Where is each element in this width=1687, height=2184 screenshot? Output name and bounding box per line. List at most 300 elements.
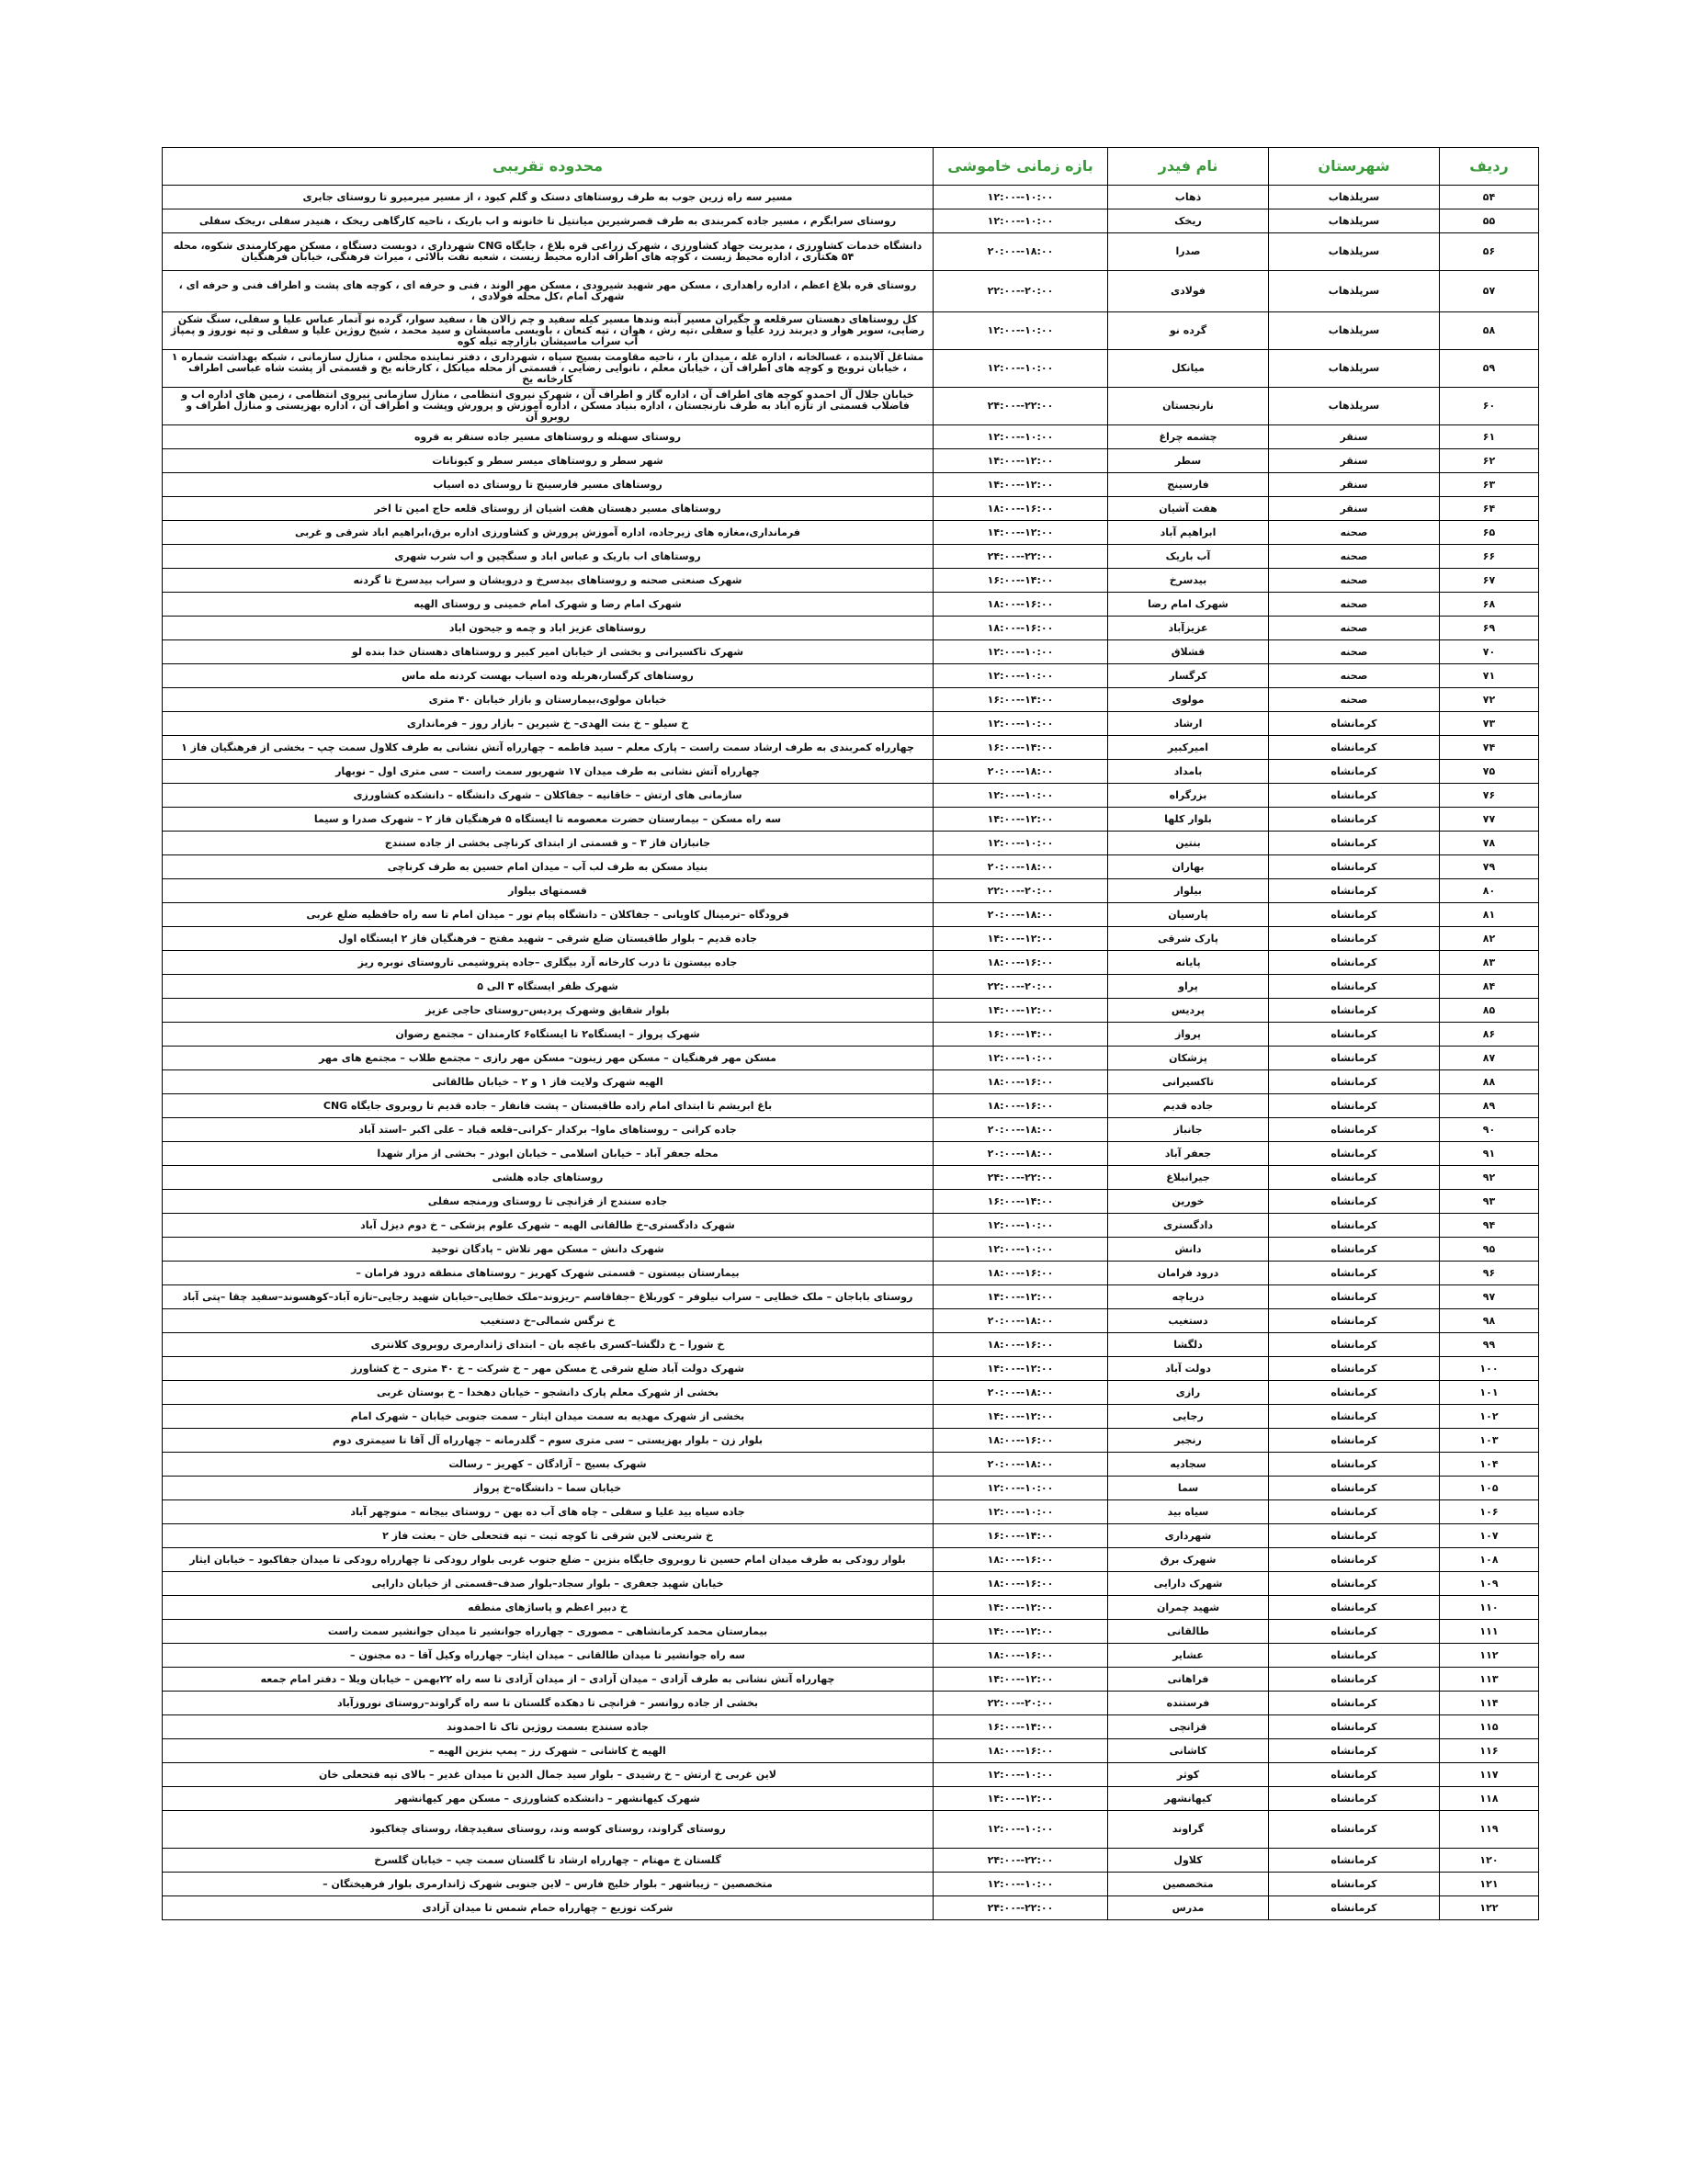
cell-row-number: ۶۰ [1440, 388, 1539, 425]
cell-time: ۱۲:۰۰--۱۴:۰۰ [934, 1405, 1108, 1429]
cell-time: ۱۸:۰۰--۲۰:۰۰ [934, 760, 1108, 784]
cell-county: صحنه [1269, 617, 1440, 640]
cell-county: کرمانشاه [1269, 1477, 1440, 1500]
cell-county: کرمانشاه [1269, 927, 1440, 951]
cell-feeder: گرده نو [1108, 312, 1269, 350]
cell-time: ۱۲:۰۰--۱۴:۰۰ [934, 927, 1108, 951]
table-header-row [163, 148, 1539, 186]
cell-county: کرمانشاه [1269, 1142, 1440, 1166]
cell-row-number: ۵۷ [1440, 271, 1539, 312]
table-row [163, 1166, 1539, 1190]
cell-area: جاده کرانی – روستاهای ماوا– برکدار –کرانی–قلعه قباد – علی اکبر –استد آباد [163, 1118, 934, 1142]
cell-area: شهرک صنعتی صحنه و روستاهای بیدسرخ و درویشان و سراب بیدسرخ تا گردنه [163, 569, 934, 593]
table-row [163, 497, 1539, 521]
cell-time: ۲۰:۰۰--۲۲:۰۰ [934, 879, 1108, 903]
table-row [163, 617, 1539, 640]
cell-county: کرمانشاه [1269, 1644, 1440, 1668]
cell-area: لاین غربی خ ارتش – خ رشیدی – بلوار سید جمال الدین تا میدان غدیر – بالای تپه فتحعلی خان [163, 1763, 934, 1787]
table-row [163, 664, 1539, 688]
cell-area: بخشی از شهرک مهدیه به سمت میدان ایثار – سمت جنوبی خیابان – شهرک امام [163, 1405, 934, 1429]
cell-row-number: ۱۰۱ [1440, 1381, 1539, 1405]
table-row [163, 808, 1539, 832]
cell-row-number: ۸۱ [1440, 903, 1539, 927]
cell-area: خ شریعتی لاین شرقی تا کوچه ثبت – تپه فتحعلی خان – بعثت فاز ۲ [163, 1524, 934, 1548]
cell-feeder: دادگستری [1108, 1214, 1269, 1238]
cell-county: کرمانشاه [1269, 1692, 1440, 1715]
cell-county: کرمانشاه [1269, 1381, 1440, 1405]
cell-area: روستای گراوند، روستای کوسه وند، روستای سفیدچقا، روستای چغاکبود [163, 1811, 934, 1849]
cell-area: روستای سهنله و روستاهای مسیر جاده سنقر به قروه [163, 425, 934, 449]
cell-area: بیمارستان محمد کرمانشاهی – مصوری – چهارراه جوانشیر تا میدان جوانشیر سمت راست [163, 1620, 934, 1644]
cell-area: قسمتهای بیلوار [163, 879, 934, 903]
table-row [163, 209, 1539, 233]
cell-time: ۱۴:۰۰--۱۶:۰۰ [934, 736, 1108, 760]
cell-area: متخصصین – زیباشهر – بلوار خلیج فارس – لاین جنوبی شهرک ژاندارمری بلوار فرهیختگان – [163, 1873, 934, 1896]
cell-area: جانبازان فاز ۳ – و قسمتی از ابتدای کرناچی بخشی از جاده سنندج [163, 832, 934, 855]
cell-feeder: شهرک برق [1108, 1548, 1269, 1572]
cell-area: روستاهای مسیر دهستان هفت اشیان از روستای قلعه حاج امین تا اخر [163, 497, 934, 521]
table-row [163, 1477, 1539, 1500]
cell-row-number: ۱۰۰ [1440, 1357, 1539, 1381]
cell-county: کرمانشاه [1269, 951, 1440, 975]
cell-time: ۱۶:۰۰--۱۸:۰۰ [934, 1333, 1108, 1357]
cell-county: کرمانشاه [1269, 855, 1440, 879]
cell-row-number: ۷۸ [1440, 832, 1539, 855]
cell-feeder: شهرک دارایی [1108, 1572, 1269, 1596]
table-row [163, 1118, 1539, 1142]
cell-area: شهرک دولت آباد ضلع شرقی خ مسکن مهر – خ شرکت – خ ۴۰ متری – خ کشاورز [163, 1357, 934, 1381]
table-row [163, 1524, 1539, 1548]
cell-time: ۱۲:۰۰--۱۴:۰۰ [934, 999, 1108, 1023]
cell-time: ۱۸:۰۰--۲۰:۰۰ [934, 1309, 1108, 1333]
cell-feeder: نارنجستان [1108, 388, 1269, 425]
table-row [163, 1190, 1539, 1214]
cell-area: خ نرگس شمالی–خ دستغیب [163, 1309, 934, 1333]
cell-feeder: رنجبر [1108, 1429, 1269, 1453]
cell-row-number: ۱۰۴ [1440, 1453, 1539, 1477]
cell-row-number: ۹۱ [1440, 1142, 1539, 1166]
cell-time: ۱۰:۰۰--۱۲:۰۰ [934, 664, 1108, 688]
cell-area: بلوار زن – بلوار بهزیستی – سی متری سوم – گلدرمانه – چهارراه آل آقا تا سیمتری دوم [163, 1429, 934, 1453]
cell-row-number: ۱۰۷ [1440, 1524, 1539, 1548]
cell-feeder: ذهاب [1108, 186, 1269, 209]
cell-row-number: ۱۱۳ [1440, 1668, 1539, 1692]
cell-feeder: شهرک امام رضا [1108, 593, 1269, 617]
cell-time: ۱۰:۰۰--۱۲:۰۰ [934, 640, 1108, 664]
table-row [163, 473, 1539, 497]
cell-feeder: پارک شرقی [1108, 927, 1269, 951]
table-row [163, 1381, 1539, 1405]
cell-area: روستاهای عزیز اباد و چمه و جیحون اباد [163, 617, 934, 640]
cell-time: ۱۴:۰۰--۱۶:۰۰ [934, 1023, 1108, 1047]
cell-county: کرمانشاه [1269, 1896, 1440, 1920]
cell-feeder: سجادیه [1108, 1453, 1269, 1477]
cell-feeder: فرستنده [1108, 1692, 1269, 1715]
table-row [163, 449, 1539, 473]
cell-time: ۲۰:۰۰--۲۲:۰۰ [934, 271, 1108, 312]
cell-county: کرمانشاه [1269, 736, 1440, 760]
cell-county: سرپلذهاب [1269, 388, 1440, 425]
cell-county: کرمانشاه [1269, 1094, 1440, 1118]
cell-feeder: مدرس [1108, 1896, 1269, 1920]
cell-time: ۱۲:۰۰--۱۴:۰۰ [934, 1668, 1108, 1692]
cell-feeder: هفت آشیان [1108, 497, 1269, 521]
cell-area: چهارراه آتش نشانی به طرف آزادی – میدان آزادی – از میدان آزادی تا سه راه ۲۲بهمن – خیابان ویلا – دفتر امام جمعه [163, 1668, 934, 1692]
cell-feeder: ابراهیم آباد [1108, 521, 1269, 545]
cell-county: کرمانشاه [1269, 1190, 1440, 1214]
cell-county: صحنه [1269, 688, 1440, 712]
table-body [163, 186, 1539, 1920]
cell-time: ۱۶:۰۰--۱۸:۰۰ [934, 617, 1108, 640]
table-row [163, 1873, 1539, 1896]
cell-row-number: ۶۳ [1440, 473, 1539, 497]
cell-time: ۱۸:۰۰--۲۰:۰۰ [934, 1381, 1108, 1405]
table-row [163, 1668, 1539, 1692]
cell-county: صحنه [1269, 545, 1440, 569]
cell-row-number: ۸۴ [1440, 975, 1539, 999]
cell-feeder: دانش [1108, 1238, 1269, 1262]
cell-area: بنیاد مسکن به طرف لب آب – میدان امام حسین به طرف کرناچی [163, 855, 934, 879]
cell-area: کل روستاهای دهستان سرقلعه و جگیران مسیر آبنه وندها مسیر کیله سفید و چم زالان ها ، سفید سوار، گرده نو آتمار عباس علیا و سفلی، سنگ شکن رضایی، سوبر هوار و دیربند زرد علیا و سفلی ،تپه رش ، هوان ، تپه کنعان ، باویسی ماسیشان و سید محمد ، شیخ روژین علیا و سفلی و تپه نوروز و پمپاژ آب سراب ماسیشان بازارچه تیله کوه [163, 312, 934, 350]
cell-time: ۱۶:۰۰--۱۸:۰۰ [934, 1572, 1108, 1596]
cell-row-number: ۱۲۰ [1440, 1849, 1539, 1873]
cell-feeder: خورین [1108, 1190, 1269, 1214]
cell-row-number: ۱۰۹ [1440, 1572, 1539, 1596]
table-row [163, 640, 1539, 664]
table-row [163, 1596, 1539, 1620]
cell-row-number: ۱۱۶ [1440, 1739, 1539, 1763]
table-row [163, 312, 1539, 350]
cell-county: کرمانشاه [1269, 1500, 1440, 1524]
cell-row-number: ۸۹ [1440, 1094, 1539, 1118]
cell-row-number: ۱۲۱ [1440, 1873, 1539, 1896]
cell-area: سه راه جوانشیر تا میدان طالقانی – میدان ایثار– چهارراه وکیل آقا – ده مجنون – [163, 1644, 934, 1668]
cell-feeder: فولادی [1108, 271, 1269, 312]
table-row [163, 1405, 1539, 1429]
cell-row-number: ۶۴ [1440, 497, 1539, 521]
table-row [163, 1238, 1539, 1262]
cell-feeder: بنتین [1108, 832, 1269, 855]
cell-row-number: ۱۱۴ [1440, 1692, 1539, 1715]
cell-county: صحنه [1269, 569, 1440, 593]
cell-time: ۲۲:۰۰--۲۴:۰۰ [934, 1166, 1108, 1190]
table-row [163, 425, 1539, 449]
cell-county: صحنه [1269, 521, 1440, 545]
cell-feeder: دستغیب [1108, 1309, 1269, 1333]
cell-area: باغ ابریشم تا ابتدای امام زاده طاقبستان – پشت فانفار – جاده قدیم تا روبروی جایگاه CNG [163, 1094, 934, 1118]
cell-area: خ سیلو – خ بنت الهدی– خ شیرین – بازار روز – فرمانداری [163, 712, 934, 736]
cell-county: کرمانشاه [1269, 1668, 1440, 1692]
cell-county: کرمانشاه [1269, 1739, 1440, 1763]
cell-feeder: رجایی [1108, 1405, 1269, 1429]
cell-row-number: ۶۶ [1440, 545, 1539, 569]
cell-area: شهرک بسیج – آزادگان – کهریز – رسالت [163, 1453, 934, 1477]
cell-feeder: پایانه [1108, 951, 1269, 975]
cell-feeder: بیلوار [1108, 879, 1269, 903]
cell-row-number: ۵۸ [1440, 312, 1539, 350]
cell-row-number: ۸۳ [1440, 951, 1539, 975]
cell-county: سرپلذهاب [1269, 350, 1440, 388]
cell-time: ۱۴:۰۰--۱۶:۰۰ [934, 688, 1108, 712]
table-row [163, 1620, 1539, 1644]
header-area: محدوده تقریبی [163, 148, 934, 186]
cell-feeder: آب باریک [1108, 545, 1269, 569]
cell-county: سرپلذهاب [1269, 312, 1440, 350]
table-row [163, 784, 1539, 808]
cell-feeder: پزشکان [1108, 1047, 1269, 1070]
cell-feeder: ارشاد [1108, 712, 1269, 736]
cell-feeder: دلگشا [1108, 1333, 1269, 1357]
cell-area: شرکت توزیع – چهارراه حمام شمس تا میدان آزادی [163, 1896, 934, 1920]
cell-feeder: سما [1108, 1477, 1269, 1500]
cell-time: ۱۰:۰۰--۱۲:۰۰ [934, 209, 1108, 233]
cell-time: ۱۶:۰۰--۱۸:۰۰ [934, 1094, 1108, 1118]
cell-area: جاده قدیم – بلوار طاقبستان ضلع شرقی – شهید مفتح – فرهنگیان فاز ۲ ایستگاه اول [163, 927, 934, 951]
cell-area: الهیه خ کاشانی – شهرک رز – پمپ بنزین الهیه – [163, 1739, 934, 1763]
cell-feeder: رازی [1108, 1381, 1269, 1405]
cell-feeder: سیاه بید [1108, 1500, 1269, 1524]
table-row [163, 388, 1539, 425]
cell-area: سه راه مسکن – بیمارستان حضرت معصومه تا ایستگاه ۵ فرهنگیان فاز ۲ – شهرک صدرا و سیما [163, 808, 934, 832]
cell-time: ۱۰:۰۰--۱۲:۰۰ [934, 784, 1108, 808]
cell-time: ۲۲:۰۰--۲۴:۰۰ [934, 388, 1108, 425]
outage-schedule-table [162, 147, 1539, 1920]
cell-row-number: ۷۱ [1440, 664, 1539, 688]
cell-row-number: ۶۲ [1440, 449, 1539, 473]
cell-county: کرمانشاه [1269, 712, 1440, 736]
cell-time: ۱۶:۰۰--۱۸:۰۰ [934, 1644, 1108, 1668]
cell-time: ۱۶:۰۰--۱۸:۰۰ [934, 497, 1108, 521]
cell-area: بلوار شقایق وشهرک پردیس–روستای حاجی عزیز [163, 999, 934, 1023]
cell-time: ۱۰:۰۰--۱۲:۰۰ [934, 1238, 1108, 1262]
cell-county: کرمانشاه [1269, 1787, 1440, 1811]
table-row [163, 903, 1539, 927]
cell-county: سرپلذهاب [1269, 186, 1440, 209]
cell-area: چهارراه آتش نشانی به طرف میدان ۱۷ شهریور سمت راست – سی متری اول – نوبهار [163, 760, 934, 784]
table-row [163, 1644, 1539, 1668]
cell-row-number: ۹۲ [1440, 1166, 1539, 1190]
cell-row-number: ۸۵ [1440, 999, 1539, 1023]
cell-area: شهرک ظفر ایستگاه ۳ الی ۵ [163, 975, 934, 999]
table-row [163, 1500, 1539, 1524]
cell-area: شهرک امام رضا و شهرک امام خمینی و روستای الهیه [163, 593, 934, 617]
cell-time: ۱۲:۰۰--۱۴:۰۰ [934, 521, 1108, 545]
cell-row-number: ۸۶ [1440, 1023, 1539, 1047]
cell-row-number: ۱۱۰ [1440, 1596, 1539, 1620]
cell-row-number: ۹۰ [1440, 1118, 1539, 1142]
cell-row-number: ۱۱۸ [1440, 1787, 1539, 1811]
cell-feeder: پرواز [1108, 1023, 1269, 1047]
cell-feeder: دریاچه [1108, 1285, 1269, 1309]
cell-row-number: ۷۶ [1440, 784, 1539, 808]
cell-time: ۱۸:۰۰--۲۰:۰۰ [934, 1453, 1108, 1477]
cell-county: کرمانشاه [1269, 879, 1440, 903]
cell-area: بخشی از شهرک معلم پارک دانشجو – خیابان دهخدا – خ بوستان غربی [163, 1381, 934, 1405]
cell-time: ۱۲:۰۰--۱۴:۰۰ [934, 808, 1108, 832]
cell-county: کرمانشاه [1269, 975, 1440, 999]
table-row [163, 1094, 1539, 1118]
table-row [163, 927, 1539, 951]
table-row [163, 999, 1539, 1023]
cell-row-number: ۹۹ [1440, 1333, 1539, 1357]
table-row [163, 1023, 1539, 1047]
cell-feeder: جانباز [1108, 1118, 1269, 1142]
cell-time: ۱۰:۰۰--۱۲:۰۰ [934, 425, 1108, 449]
cell-feeder: کرگسار [1108, 664, 1269, 688]
cell-county: کرمانشاه [1269, 1047, 1440, 1070]
table-row [163, 1811, 1539, 1849]
table-row [163, 975, 1539, 999]
cell-time: ۱۰:۰۰--۱۲:۰۰ [934, 312, 1108, 350]
cell-county: کرمانشاه [1269, 832, 1440, 855]
cell-time: ۱۸:۰۰--۲۰:۰۰ [934, 1118, 1108, 1142]
cell-feeder: فارسینج [1108, 473, 1269, 497]
cell-time: ۱۴:۰۰--۱۶:۰۰ [934, 1190, 1108, 1214]
cell-area: شهرک کیهانشهر – دانشکده کشاورزی – مسکن مهر کیهانشهر [163, 1787, 934, 1811]
table-row [163, 1357, 1539, 1381]
cell-county: کرمانشاه [1269, 1811, 1440, 1849]
cell-feeder: مولوی [1108, 688, 1269, 712]
cell-county: صحنه [1269, 593, 1440, 617]
table-row [163, 736, 1539, 760]
table-row [163, 545, 1539, 569]
cell-feeder: سطر [1108, 449, 1269, 473]
cell-county: کرمانشاه [1269, 1763, 1440, 1787]
cell-time: ۱۰:۰۰--۱۲:۰۰ [934, 350, 1108, 388]
cell-row-number: ۹۷ [1440, 1285, 1539, 1309]
table-row [163, 1715, 1539, 1739]
cell-row-number: ۱۱۷ [1440, 1763, 1539, 1787]
table-row [163, 521, 1539, 545]
cell-feeder: قشلاق [1108, 640, 1269, 664]
cell-time: ۱۲:۰۰--۱۴:۰۰ [934, 1596, 1108, 1620]
cell-feeder: پردیس [1108, 999, 1269, 1023]
cell-feeder: کلاول [1108, 1849, 1269, 1873]
cell-feeder: درود فرامان [1108, 1262, 1269, 1285]
cell-county: کرمانشاه [1269, 1405, 1440, 1429]
table-row [163, 1692, 1539, 1715]
cell-county: کرمانشاه [1269, 760, 1440, 784]
cell-feeder: تاکسیرانی [1108, 1070, 1269, 1094]
cell-county: سنقر [1269, 497, 1440, 521]
cell-time: ۱۲:۰۰--۱۴:۰۰ [934, 473, 1108, 497]
cell-time: ۱۰:۰۰--۱۲:۰۰ [934, 1047, 1108, 1070]
cell-row-number: ۷۹ [1440, 855, 1539, 879]
table-row [163, 1070, 1539, 1094]
cell-county: کرمانشاه [1269, 1620, 1440, 1644]
cell-area: فرمانداری،مغازه های زیرجاده، اداره آموزش پرورش و کشاورزی اداره برق،ابراهیم اباد شرقی و غربی [163, 521, 934, 545]
cell-area: خیابان جلال آل احمدو کوچه های اطراف آن ، اداره گاز و اطراف آن ، شهرک نیروی انتظامی ، منازل سازمانی نیروی انتظامی ، زمین های اداره اب و فاضلاب قسمتی از تازه اباد به طرف نارنجستان ، اداره بنیاد مسکن ، اداره آموزش و پرورش وپشت و اطراف آن ، اداره بهزیستی و منازل اطراف و روبرو آن [163, 388, 934, 425]
cell-time: ۱۰:۰۰--۱۲:۰۰ [934, 1477, 1108, 1500]
cell-area: جاده سیاه بید علیا و سفلی – چاه های آب ده بهن – روستای بیجانه – منوچهر آباد [163, 1500, 934, 1524]
cell-feeder: بیدسرخ [1108, 569, 1269, 593]
cell-area: شهرک پرواز – ایستگاه۲ تا ایستگاه۶ کارمندان – مجتمع رضوان [163, 1023, 934, 1047]
cell-time: ۲۰:۰۰--۲۲:۰۰ [934, 1692, 1108, 1715]
cell-area: شهر سطر و روستاهای میسر سطر و کیونانات [163, 449, 934, 473]
cell-county: کرمانشاه [1269, 1214, 1440, 1238]
cell-feeder: گراوند [1108, 1811, 1269, 1849]
cell-county: کرمانشاه [1269, 1873, 1440, 1896]
cell-feeder: متخصصین [1108, 1873, 1269, 1896]
cell-feeder: جعفر آباد [1108, 1142, 1269, 1166]
cell-row-number: ۱۰۶ [1440, 1500, 1539, 1524]
cell-area: روستای قره بلاغ اعظم ، اداره راهداری ، مسکن مهر شهید شیرودی ، مسکن مهر الوند ، فنی و حرفه ای ، کوچه های پشت و اطراف فنی و حرفه ای ، شهرک امام ،کل محله فولادی ، [163, 271, 934, 312]
cell-feeder: جیرانبلاغ [1108, 1166, 1269, 1190]
cell-area: گلستان خ مهتام – چهارراه ارشاد تا گلستان سمت چپ – خیابان گلسرخ [163, 1849, 934, 1873]
cell-county: کرمانشاه [1269, 1118, 1440, 1142]
cell-row-number: ۹۵ [1440, 1238, 1539, 1262]
cell-row-number: ۷۲ [1440, 688, 1539, 712]
cell-time: ۱۲:۰۰--۱۴:۰۰ [934, 1620, 1108, 1644]
cell-time: ۱۴:۰۰--۱۶:۰۰ [934, 569, 1108, 593]
table-row [163, 1309, 1539, 1333]
cell-area: جاده بیستون تا درب کارخانه آرد بیگلری –جاده پتروشیمی تاروستای نوبره ریز [163, 951, 934, 975]
cell-feeder: عشایر [1108, 1644, 1269, 1668]
cell-county: سرپلذهاب [1269, 209, 1440, 233]
cell-area: دانشگاه خدمات کشاورزی ، مدیریت جهاد کشاورزی ، شهرک زراعی قره بلاغ ، جایگاه CNG شهرداری ، دوبست دستگاه ، مسکن مهرکارمندی شکوه، محله ۵۴ هکتاری ، اداره محیط زیست ، کوچه های اطراف اداره محیط زیست ، شعبه نفت بالائی ، میراث فرهنگی، خیابان فرهنگیان [163, 233, 934, 271]
table-row [163, 1548, 1539, 1572]
cell-county: سنقر [1269, 425, 1440, 449]
table-row [163, 1896, 1539, 1920]
cell-feeder: بهاران [1108, 855, 1269, 879]
cell-row-number: ۶۹ [1440, 617, 1539, 640]
cell-row-number: ۵۵ [1440, 209, 1539, 233]
cell-feeder: طالقانی [1108, 1620, 1269, 1644]
cell-time: ۱۰:۰۰--۱۲:۰۰ [934, 1214, 1108, 1238]
cell-row-number: ۷۴ [1440, 736, 1539, 760]
cell-row-number: ۵۴ [1440, 186, 1539, 209]
cell-feeder: ریخک [1108, 209, 1269, 233]
cell-feeder: شهرداری [1108, 1524, 1269, 1548]
cell-row-number: ۹۳ [1440, 1190, 1539, 1214]
cell-time: ۱۶:۰۰--۱۸:۰۰ [934, 1739, 1108, 1763]
cell-county: کرمانشاه [1269, 1596, 1440, 1620]
cell-county: کرمانشاه [1269, 1070, 1440, 1094]
cell-time: ۱۲:۰۰--۱۴:۰۰ [934, 1285, 1108, 1309]
cell-time: ۱۶:۰۰--۱۸:۰۰ [934, 1429, 1108, 1453]
cell-row-number: ۹۸ [1440, 1309, 1539, 1333]
table-row [163, 233, 1539, 271]
table-row [163, 855, 1539, 879]
table-row [163, 350, 1539, 388]
cell-time: ۱۸:۰۰--۲۰:۰۰ [934, 1142, 1108, 1166]
cell-area: بیمارستان بیستون – قسمتی شهرک کهریز – روستاهای منطقه درود فرامان – [163, 1262, 934, 1285]
cell-area: بخشی از جاده روانسر – قزانچی تا دهکده گلستان تا سه راه گراوند–روستای نوروزآباد [163, 1692, 934, 1715]
cell-row-number: ۷۷ [1440, 808, 1539, 832]
cell-row-number: ۷۰ [1440, 640, 1539, 664]
cell-time: ۱۶:۰۰--۱۸:۰۰ [934, 1548, 1108, 1572]
cell-row-number: ۹۴ [1440, 1214, 1539, 1238]
cell-area: شهرک دانش – مسکن مهر تلاش – پادگان توحید [163, 1238, 934, 1262]
table-row [163, 186, 1539, 209]
table-row [163, 1214, 1539, 1238]
cell-area: مسکن مهر فرهنگیان – مسکن مهر زینون– مسکن مهر رازی – مجتمع طلاب – مجتمع های مهر [163, 1047, 934, 1070]
cell-time: ۱۶:۰۰--۱۸:۰۰ [934, 951, 1108, 975]
cell-row-number: ۱۱۹ [1440, 1811, 1539, 1849]
cell-area: خیابان سما – دانشگاه–خ پرواز [163, 1477, 934, 1500]
cell-time: ۱۰:۰۰--۱۲:۰۰ [934, 1763, 1108, 1787]
header-county: شهرستان [1269, 148, 1440, 186]
cell-row-number: ۸۸ [1440, 1070, 1539, 1094]
cell-row-number: ۱۰۳ [1440, 1429, 1539, 1453]
cell-area: روستاهای جاده هلشی [163, 1166, 934, 1190]
cell-county: کرمانشاه [1269, 1285, 1440, 1309]
cell-area: محله جعفر آباد – خیابان اسلامی – خیابان ابوذر – بخشی از مزار شهدا [163, 1142, 934, 1166]
cell-area: روستای باباجان – ملک خطایی – سراب نیلوفر – کوربلاغ –جفاقاسم –ریزوند–ملک خطایی–خیابان شهید رجایی–تازه آباد–کوهسوند–سفید چقا –پتی آباد [163, 1285, 934, 1309]
cell-time: ۲۲:۰۰--۲۴:۰۰ [934, 1849, 1108, 1873]
cell-county: کرمانشاه [1269, 1548, 1440, 1572]
cell-area: روستاهای اب باریک و عباس اباد و سنگچین و اب شرب شهری [163, 545, 934, 569]
